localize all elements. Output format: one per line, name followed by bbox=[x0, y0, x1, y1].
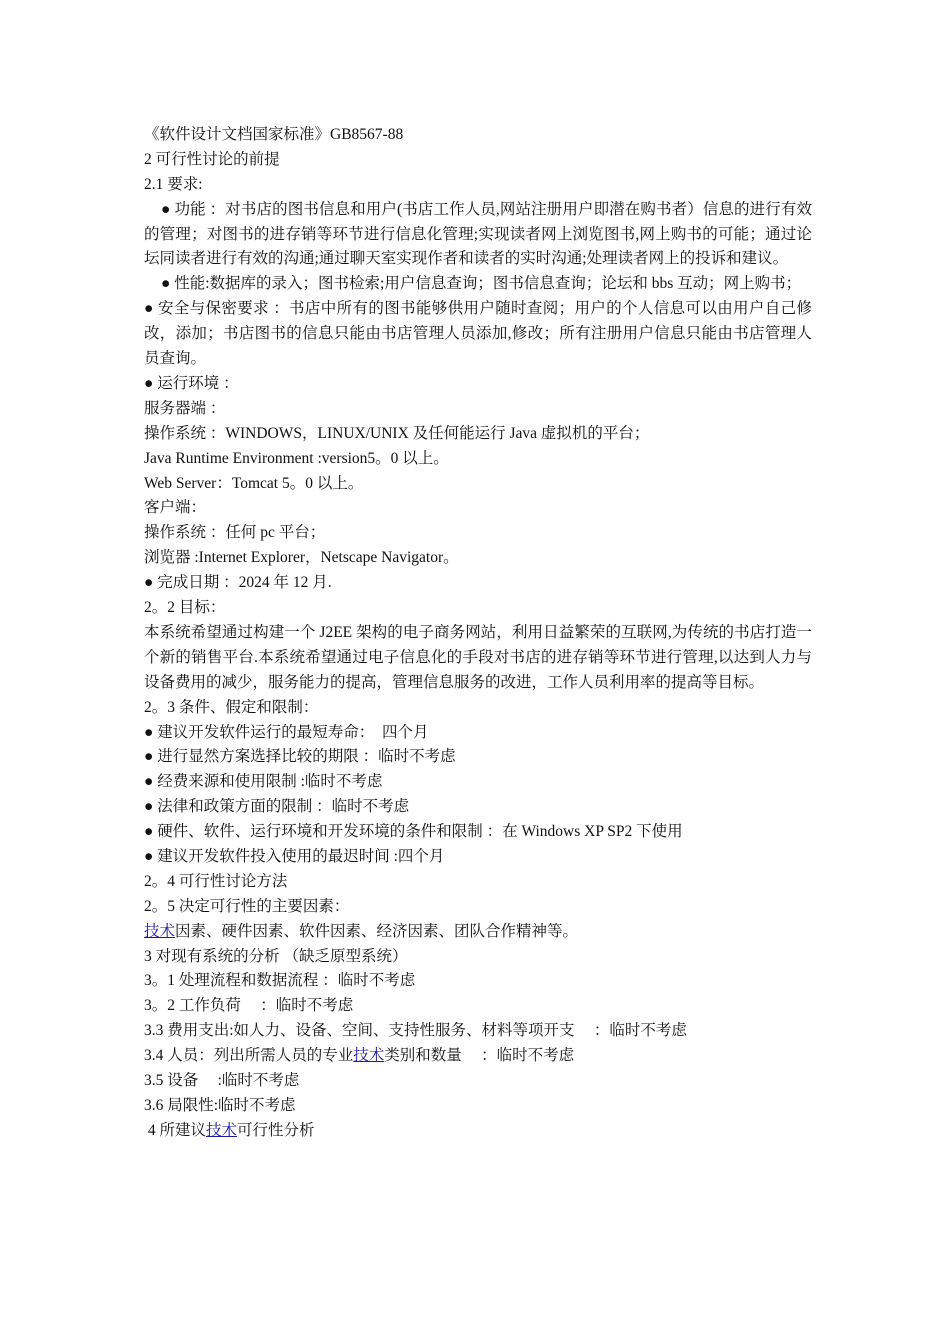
text-line: 浏览器 :Internet Explorer，Netscape Navigator。 bbox=[144, 549, 459, 567]
text-line: 操作系统 ：任何 pc 平台； bbox=[144, 524, 326, 542]
text-line: 2。5 决定可行性的主要因素： bbox=[144, 897, 350, 915]
text-line: ● 经费来源和使用限制 :临时不考虑 bbox=[144, 773, 383, 791]
text-line: 客户端： bbox=[144, 499, 207, 517]
text-line: 2。4 可行性讨论方法 bbox=[144, 872, 288, 890]
line-text-after: 可行性分析 bbox=[237, 1121, 315, 1139]
line-text-before: 4 所建议 bbox=[144, 1121, 207, 1139]
text-line: 3.3 费用支出:如人力、设备、空间、支持性服务、材料等项开支 ：临时不考虑 bbox=[144, 1022, 687, 1040]
paragraph: ● 性能:数据库的录入；图书检索;用户信息查询；图书信息查询；论坛和 bbs 互动；网上购书； bbox=[161, 275, 802, 293]
text-line: Web Server：Tomcat 5。0 以上。 bbox=[144, 474, 364, 492]
text-line: 3.6 局限性:临时不考虑 bbox=[144, 1096, 296, 1114]
tech-link[interactable]: 技术 bbox=[206, 1121, 238, 1139]
tech-link[interactable]: 技术 bbox=[353, 1047, 385, 1065]
paragraph: 本系统希望通过构建一个 J2EE 架构的电子商务网站，利用日益繁荣的互联网,为传统的书店打造一个新的销售平台.本系统希望通过电子信息化的手段对书店的进存销等环节进行管理,以达到人力与设备费用的减少，服务能力的提高，管理信息服务的改进，工作人员利用率的提高等目标。 bbox=[144, 623, 812, 691]
text-line: 操作系统 ：WINDOWS，LINUX/UNIX 及任何能运行 Java 虚拟机的平台； bbox=[144, 424, 650, 442]
text-line: 2。3 条件、假定和限制： bbox=[144, 698, 319, 716]
text-line: ● 进行显然方案选择比较的期限 ：临时不考虑 bbox=[144, 748, 456, 766]
text-line: ● 建议开发软件运行的最短寿命： 四个月 bbox=[144, 723, 429, 741]
paragraph: ● 安全与保密要求 ：书店中所有的图书能够供用户随时查阅；用户的个人信息可以由用户自己修改，添加；书店图书的信息只能由书店管理人员添加,修改；所有注册用户信息只能由书店管理人员查询。 bbox=[144, 300, 812, 368]
text-line: 3 对现有系统的分析 （缺乏原型系统） bbox=[144, 947, 408, 965]
document-body bbox=[144, 123, 812, 1144]
line-text-after: 类别和数量 ：临时不考虑 bbox=[384, 1047, 575, 1065]
text-line: 3.5 设备 :临时不考虑 bbox=[144, 1072, 300, 1089]
text-line: 3。2 工作负荷 ：临时不考虑 bbox=[144, 997, 354, 1015]
text-line: ● 建议开发软件投入使用的最迟时间 :四个月 bbox=[144, 847, 445, 865]
text-line: 2.1 要求: bbox=[144, 175, 203, 193]
text-line: 2 可行性讨论的前提 bbox=[144, 150, 280, 168]
text-line bbox=[144, 1044, 812, 1069]
text-line: 2。2 目标： bbox=[144, 599, 226, 617]
text-line bbox=[144, 920, 812, 945]
text-line: 服务器端 ： bbox=[144, 399, 226, 417]
line-text-before: 3.4 人员：列出所需人员的专业 bbox=[144, 1047, 354, 1065]
text-line: 《软件设计文档国家标准》GB8567-88 bbox=[144, 126, 404, 143]
paragraph: ● 功能 ：对书店的图书信息和用户(书店工作人员,网站注册用户即潜在购书者）信息的进行有效的管理；对图书的进存销等环节进行信息化管理;实现读者网上浏览图书,网上购书的可能；通过论坛同读者进行有效的沟通;通过聊天室实现作者和读者的实时沟通;处理读者网上的投诉和建议。 bbox=[144, 200, 812, 268]
tech-link[interactable]: 技术 bbox=[144, 922, 176, 940]
text-line: ● 法律和政策方面的限制 ：临时不考虑 bbox=[144, 798, 410, 816]
line-text-after: 因素、硬件因素、软件因素、经济因素、团队合作精神等。 bbox=[175, 922, 579, 940]
text-line: ● 运行环境 ： bbox=[144, 375, 239, 393]
text-line: ● 完成日期 ：2024 年 12 月. bbox=[144, 574, 332, 592]
text-line: 3。1 处理流程和数据流程 ：临时不考虑 bbox=[144, 972, 416, 990]
text-line: ● 硬件、软件、运行环境和开发环境的条件和限制 ：在 Windows XP SP2 下使用 bbox=[144, 823, 683, 841]
text-line bbox=[144, 1119, 812, 1144]
text-line: Java Runtime Environment :version5。0 以上。 bbox=[144, 449, 449, 467]
